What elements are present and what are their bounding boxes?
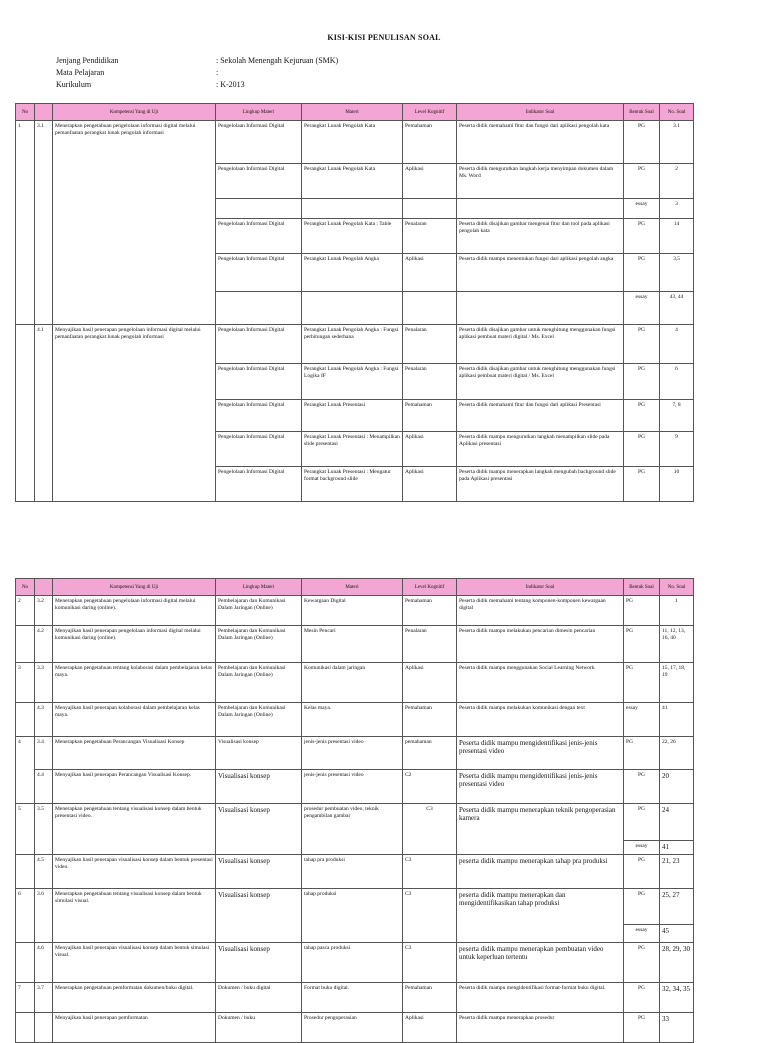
cell-kd: 3.2 <box>35 596 53 626</box>
cell-level: Pemahaman <box>403 121 457 164</box>
cell-indikator: Peserta didik mampu mengidentifikasi format-format buku digital. <box>457 983 624 1013</box>
cell-level: Aplikasi <box>403 432 457 467</box>
cell-no: 7 <box>16 983 35 1013</box>
cell-level: C3 <box>403 889 457 943</box>
col-header-lingkup: Lingkup Materi <box>216 104 302 121</box>
cell-lingkup: Visualisasi konsep <box>216 770 302 804</box>
document-title: KISI-KISI PENULISAN SOAL <box>327 33 441 42</box>
cell-bentuk: PG <box>624 219 660 254</box>
cell-no: 2 <box>16 596 35 626</box>
cell-level: C3 <box>403 943 457 983</box>
cell-nosoal: 28, 29, 30 <box>660 943 694 983</box>
col-header-indikator: Indikator Soal <box>457 104 624 121</box>
cell-kd: 4.1 <box>35 325 53 502</box>
cell-nosoal: 1 <box>660 596 694 626</box>
header-label: Kurikulum <box>56 80 92 89</box>
cell-no: 1 <box>16 121 35 325</box>
cell-bentuk: PG <box>624 626 660 663</box>
cell-kompetensi: Menyajikan hasil penerapan pengelolaan informasi digital melalui komunikasi daring (online). <box>53 626 216 663</box>
cell-no <box>16 626 35 663</box>
cell-bentuk: PG <box>624 254 660 292</box>
cell-level: Aplikasi <box>403 254 457 292</box>
cell-kd: 4.5 <box>35 855 53 889</box>
cell-lingkup: Visualisasi konsep <box>216 855 302 889</box>
cell-bentuk: essay <box>624 703 660 737</box>
cell-bentuk: PG <box>624 983 660 1013</box>
col-header-level: Level Kognitif <box>403 104 457 121</box>
cell-materi: jenis-jenis presentasi video <box>302 770 403 804</box>
table-row <box>16 770 694 804</box>
cell-materi: prosedur pembuatan video, teknik pengambilan gambar <box>302 804 403 855</box>
cell-kd: 4.6 <box>35 943 53 983</box>
cell-lingkup: Visualisasi konsep <box>216 943 302 983</box>
table-row <box>16 737 694 770</box>
cell-nosoal: 4 <box>660 325 694 364</box>
col-header-no: No <box>16 579 35 596</box>
cell-lingkup: Pengelolaan Informasi Digital <box>216 164 302 199</box>
cell-lingkup: Visualisasi konsep <box>216 737 302 770</box>
cell-kd: 4.3 <box>35 703 53 737</box>
table-row <box>16 121 694 164</box>
cell-materi: Mesin Pencari <box>302 626 403 663</box>
kisi-table-1 <box>15 103 694 502</box>
cell-bentuk: essay <box>624 199 660 219</box>
cell-no <box>16 703 35 737</box>
col-header-kd <box>35 104 53 121</box>
cell-materi: jenis-jenis presentasi video <box>302 737 403 770</box>
cell-indikator: peserta didik mampu menerapkan dan mengidentifikasikan tahap produksi <box>457 889 624 943</box>
cell-indikator: Peserta didik memahami tentang komponen-komponen kewargaan digital <box>457 596 624 626</box>
cell-lingkup: Dokumen / buku <box>216 1013 302 1043</box>
cell-nosoal: 3,5 <box>660 254 694 292</box>
cell-kompetensi: Menerapkan pengetahuan tentang kolaborasi dalam pembelajaran kelas maya. <box>53 663 216 703</box>
col-header-kompetensi: Kompetensi Yang di Uji <box>53 104 216 121</box>
cell-level: Pemahaman <box>403 596 457 626</box>
col-header-level: Level Kognitif <box>403 579 457 596</box>
col-header-materi: Materi <box>302 579 403 596</box>
cell-nosoal: 3 <box>660 199 694 219</box>
cell-nosoal: 25, 27 <box>660 889 694 925</box>
cell-lingkup: Pengelolaan Informasi Digital <box>216 121 302 164</box>
cell-nosoal: 15, 17, 18, 19 <box>660 663 694 703</box>
cell-level: Pemahaman <box>403 983 457 1013</box>
cell-no <box>16 855 35 889</box>
table-row <box>16 325 694 364</box>
cell-level <box>403 292 457 325</box>
table-header-row <box>16 579 694 596</box>
cell-nosoal: 10 <box>660 467 694 502</box>
cell-nosoal: 41 <box>660 703 694 737</box>
table-row <box>16 804 694 841</box>
kisi-table-2 <box>15 578 694 1043</box>
cell-level: Penalaran <box>403 325 457 364</box>
cell-bentuk: essay <box>624 841 660 855</box>
cell-bentuk: PG <box>624 325 660 364</box>
cell-level: Aplikasi <box>403 467 457 502</box>
cell-no: 6 <box>16 889 35 943</box>
cell-kompetensi: Menyajikan hasil penerapan visualisasi konsep dalam bentuk presentasi video. <box>53 855 216 889</box>
cell-lingkup: Pengelolaan Informasi Digital <box>216 219 302 254</box>
cell-lingkup: Pengelolaan Informasi Digital <box>216 432 302 467</box>
header-value: : <box>216 68 219 77</box>
cell-indikator: peserta didik mampu menerapkan pembuatan video untuk keperluan tertentu <box>457 943 624 983</box>
cell-bentuk: PG <box>624 596 660 626</box>
cell-materi <box>302 292 403 325</box>
cell-nosoal: 22, 26 <box>660 737 694 770</box>
cell-kompetensi: Menerapkan pengetahuan tentang visualisasi konsep dalam bentuk presentasi video. <box>53 804 216 855</box>
cell-materi: Perangkat Lunak Presentasi <box>302 400 403 432</box>
cell-indikator: peserta didik mampu menerapkan tahap pra produksi <box>457 855 624 889</box>
cell-materi: tahap pasca produksi <box>302 943 403 983</box>
cell-lingkup: Pengelolaan Informasi Digital <box>216 364 302 400</box>
cell-lingkup: Pengelolaan Informasi Digital <box>216 254 302 292</box>
cell-kompetensi: Menyajikan hasil penerapan pengelolaan informasi digital melalui pemanfaatan perangkat lunak pengolah informasi <box>53 325 216 502</box>
cell-nosoal: 20 <box>660 770 694 804</box>
cell-bentuk: PG <box>624 943 660 983</box>
cell-level: pemahaman <box>403 737 457 770</box>
cell-materi: Komunikasi dalam jaringan <box>302 663 403 703</box>
cell-kd: 3.4 <box>35 737 53 770</box>
cell-level: Aplikasi <box>403 663 457 703</box>
table-row <box>16 663 694 703</box>
col-header-lingkup: Lingkup Materi <box>216 579 302 596</box>
cell-level: Penalaran <box>403 219 457 254</box>
table-row <box>16 703 694 737</box>
cell-lingkup <box>216 199 302 219</box>
table-row <box>16 1013 694 1043</box>
col-header-materi: Materi <box>302 104 403 121</box>
cell-nosoal: 21, 23 <box>660 855 694 889</box>
cell-materi: Perangkat Lunak Pengolah Angka <box>302 254 403 292</box>
table-header-row <box>16 104 694 121</box>
cell-kd <box>35 1013 53 1043</box>
cell-kompetensi: Menerapkan pengetahuan tentang visualisasi konsep dalam bentuk simulasi visual. <box>53 889 216 943</box>
cell-materi: Perangkat Lunak Pengolah Kata : Table <box>302 219 403 254</box>
cell-bentuk: PG <box>624 855 660 889</box>
table-row <box>16 889 694 925</box>
table-row <box>16 626 694 663</box>
cell-bentuk: PG <box>624 770 660 804</box>
cell-materi: Prosedur pengoperasian <box>302 1013 403 1043</box>
cell-indikator: Peserta didik disajikan gambar mengenai fitur dan tool pada aplikasi pengolah kata <box>457 219 624 254</box>
cell-nosoal: 14 <box>660 219 694 254</box>
col-header-kompetensi: Kompetensi Yang di Uji <box>53 579 216 596</box>
cell-nosoal: 3.1 <box>660 121 694 164</box>
cell-indikator: Peserta didik mampu melakukan komunikasi dengan text <box>457 703 624 737</box>
cell-kd: 3.6 <box>35 889 53 943</box>
col-header-kd <box>35 579 53 596</box>
cell-nosoal: 2 <box>660 164 694 199</box>
table-row <box>16 596 694 626</box>
cell-level: Pemahaman <box>403 703 457 737</box>
cell-kompetensi: Menerapkan pengetahuan pengelolaan informasi digital melalui pemanfaatan perangkat lunak pengolah informasi <box>53 121 216 325</box>
col-header-nosoal: No. Soal <box>660 104 694 121</box>
cell-indikator: Peserta didik mampu mengidentifikasi jenis-jenis presentasi video <box>457 770 624 804</box>
cell-materi: Perangkat Lunak Pengolah Angka : Fungsi Logika IF <box>302 364 403 400</box>
cell-lingkup: Pengelolaan Informasi Digital <box>216 325 302 364</box>
cell-nosoal: 33 <box>660 1013 694 1043</box>
cell-materi: Kewargaan Digital <box>302 596 403 626</box>
cell-bentuk: PG <box>624 467 660 502</box>
col-header-indikator: Indikator Soal <box>457 579 624 596</box>
cell-level: Penalaran <box>403 626 457 663</box>
header-value: : Sekolah Menengah Kejuruan (SMK) <box>216 56 339 65</box>
cell-materi <box>302 199 403 219</box>
cell-nosoal: 45 <box>660 925 694 943</box>
cell-nosoal: 6 <box>660 364 694 400</box>
cell-indikator <box>457 199 624 219</box>
cell-kd: 4.4 <box>35 770 53 804</box>
cell-indikator: Peserta didik disajikan gambar untuk menghitung menggunakan fungsi aplikasi pembuat materi digital / Ms. Excel <box>457 325 624 364</box>
cell-kompetensi: Menyajikan hasil penerapan kolaborasi dalam pembelajaran kelas maya. <box>53 703 216 737</box>
cell-indikator: Peserta didik mampu melakukan pencarian dimesin pencarian <box>457 626 624 663</box>
cell-kd: 3.5 <box>35 804 53 855</box>
cell-materi: Perangkat Lunak Presentasi : Menampilkan slide presentasi <box>302 432 403 467</box>
cell-bentuk: PG <box>624 737 660 770</box>
cell-lingkup: Visualisasi konsep <box>216 804 302 855</box>
cell-indikator: Peserta didik disajikan gambar untuk menghitung menggunakan fungsi aplikasi pembuat materi digital / Ms. Excel <box>457 364 624 400</box>
cell-indikator: Peserta didik mampu mengidentifikasi jenis-jenis presentasi video <box>457 737 624 770</box>
cell-level <box>403 199 457 219</box>
cell-nosoal: 41 <box>660 841 694 855</box>
cell-bentuk: PG <box>624 400 660 432</box>
cell-indikator: Peserta didik mampu mengurutkan langkah menampilkan slide pada Aplikasi presentasi <box>457 432 624 467</box>
cell-kd: 3.1 <box>35 121 53 325</box>
cell-no <box>16 325 35 502</box>
cell-level: C3 <box>403 804 457 855</box>
col-header-bentuk: Bentuk Soal <box>624 579 660 596</box>
cell-kompetensi: Menyajikan hasil penerapan visualisasi konsep dalam bentuk simulasi visual. <box>53 943 216 983</box>
cell-kd: 4.2 <box>35 626 53 663</box>
cell-indikator: Peserta didik mengurutkan langkah kerja menyimpan dokumen dalam Ms. Word <box>457 164 624 199</box>
cell-bentuk: essay <box>624 925 660 943</box>
cell-materi: Format buku digital. <box>302 983 403 1013</box>
table-row <box>16 855 694 889</box>
cell-lingkup: Pengelolaan Informasi Digital <box>216 467 302 502</box>
header-label: Mata Pelajaran <box>56 68 105 77</box>
cell-indikator: Peserta didik mampu menerapkan langkah mengubah background slide pada Aplikasi presentasi <box>457 467 624 502</box>
cell-level: Aplikasi <box>403 164 457 199</box>
header-label: Jenjang Pendidikan <box>56 56 119 65</box>
cell-materi: Perangkat Lunak Presentasi : Mengatur format background slide <box>302 467 403 502</box>
header-value: : K-2013 <box>216 80 245 89</box>
cell-lingkup: Dokumen / buku digital <box>216 983 302 1013</box>
cell-nosoal: 9 <box>660 432 694 467</box>
cell-indikator: Peserta didik mampu menggunakan Social Learning Network <box>457 663 624 703</box>
cell-no: 4 <box>16 737 35 804</box>
cell-materi: Perangkat Lunak Pengolah Kata <box>302 121 403 164</box>
cell-nosoal: 32, 34, 35 <box>660 983 694 1013</box>
cell-kompetensi: Menyajikan hasil penerapan Perancangan Visualisasi Konsep. <box>53 770 216 804</box>
cell-lingkup: Pembelajaran dan Komunikasi Dalam Jaringan (Online) <box>216 703 302 737</box>
cell-materi: Perangkat Lunak Pengolah Kata <box>302 164 403 199</box>
cell-materi: tahap produksi <box>302 889 403 943</box>
cell-no <box>16 1013 35 1043</box>
cell-materi: Kelas maya. <box>302 703 403 737</box>
cell-kd: 3.7 <box>35 983 53 1013</box>
cell-bentuk: PG <box>624 1013 660 1043</box>
cell-bentuk: PG <box>624 164 660 199</box>
cell-level: Penalaran <box>403 364 457 400</box>
cell-indikator: Peserta didik memahami fitur dan fungsi dari aplikasi pengolah kata <box>457 121 624 164</box>
cell-bentuk: essay <box>624 292 660 325</box>
cell-indikator: Peserta didik mampu menentukan fungsi dari aplikasi pengolah angka <box>457 254 624 292</box>
cell-lingkup: Pengelolaan Informasi Digital <box>216 400 302 432</box>
cell-bentuk: PG <box>624 432 660 467</box>
cell-bentuk: PG <box>624 364 660 400</box>
cell-lingkup: Pembelajaran dan Komunikasi Dalam Jaringan (Online) <box>216 596 302 626</box>
cell-lingkup <box>216 292 302 325</box>
cell-lingkup: Visualisasi konsep <box>216 889 302 943</box>
cell-lingkup: Pembelajaran dan Komunikasi Dalam Jaringan (Online) <box>216 663 302 703</box>
cell-bentuk: PG <box>624 889 660 925</box>
cell-level: Pemahaman <box>403 400 457 432</box>
cell-kd: 3.3 <box>35 663 53 703</box>
cell-no: 5 <box>16 804 35 855</box>
cell-no <box>16 943 35 983</box>
cell-nosoal: 43, 44 <box>660 292 694 325</box>
table-row <box>16 943 694 983</box>
cell-bentuk: PG <box>624 121 660 164</box>
cell-kompetensi: Menerapkan pengetahuan Perancangan Visualisasi Konsep <box>53 737 216 770</box>
col-header-bentuk: Bentuk Soal <box>624 104 660 121</box>
col-header-nosoal: No. Soal <box>660 579 694 596</box>
cell-level: Aplikasi <box>403 1013 457 1043</box>
cell-lingkup: Pembelajaran dan Komunikasi Dalam Jaringan (Online) <box>216 626 302 663</box>
cell-indikator: Peserta didik memahami fitur dan fungsi dari aplikasi Presentasi <box>457 400 624 432</box>
cell-indikator: Peserta didik mampu menerapkan prosedur <box>457 1013 624 1043</box>
cell-nosoal: 11, 12, 13, 16, 40 <box>660 626 694 663</box>
cell-materi: Perangkat Lunak Pengolah Angka : Fungsi perhitungan sederhana <box>302 325 403 364</box>
cell-materi: tahap pra produksi <box>302 855 403 889</box>
cell-indikator: Peserta didik mampu menerapkan teknik pengoperasian kamera <box>457 804 624 855</box>
cell-kompetensi: Menerapkan pengetahuan pengelolaan informasi digital melalui komunikasi daring (online). <box>53 596 216 626</box>
cell-indikator <box>457 292 624 325</box>
cell-bentuk: PG <box>624 663 660 703</box>
cell-nosoal: 24 <box>660 804 694 841</box>
cell-kompetensi: Menerapkan pengetahuan pemformatan dokumen/buku digital. <box>53 983 216 1013</box>
cell-bentuk: PG <box>624 804 660 841</box>
table-row <box>16 983 694 1013</box>
cell-level: C3 <box>403 855 457 889</box>
col-header-no: No <box>16 104 35 121</box>
cell-kompetensi: Menyajikan hasil penerapan pemformatan <box>53 1013 216 1043</box>
cell-nosoal: 7, 8 <box>660 400 694 432</box>
cell-level: C2 <box>403 770 457 804</box>
cell-no: 3 <box>16 663 35 703</box>
